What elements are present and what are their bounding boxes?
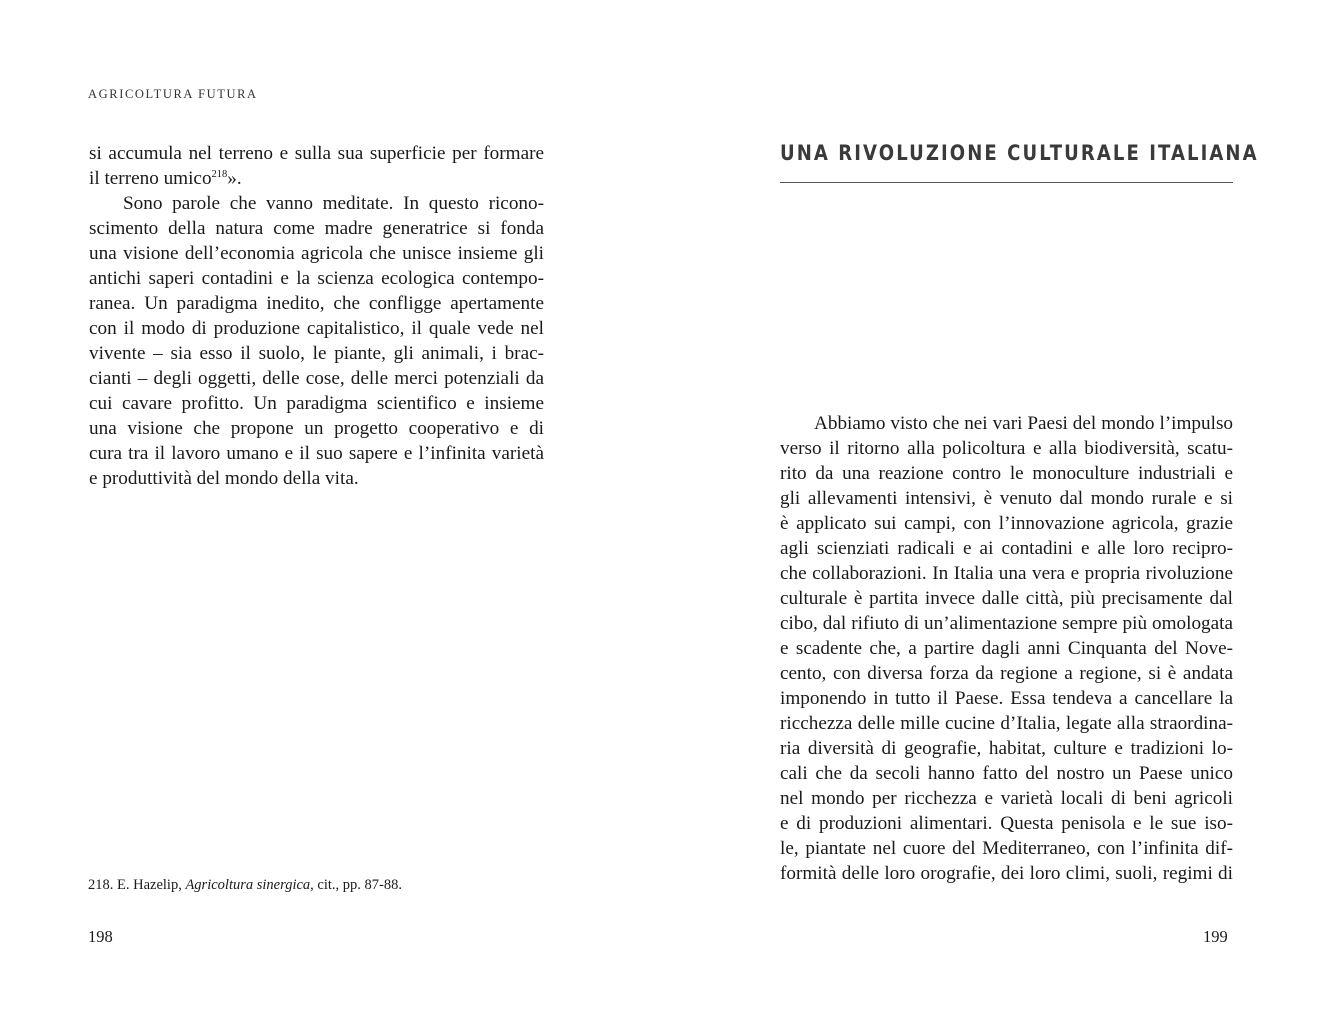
right-page <box>661 0 1323 1016</box>
text-line: cui cavare profitto. Un paradigma scientifico e insieme <box>89 393 544 414</box>
text-line: scimento della natura come madre generatrice si fonda <box>89 218 544 239</box>
text-line: è applicato sui campi, con l’innovazione agricola, grazie <box>780 513 1233 534</box>
right-body-text <box>780 411 1233 886</box>
footnote <box>88 877 402 894</box>
text-line: imponendo in tutto il Paese. Essa tendeva a cancellare la <box>780 688 1233 709</box>
left-page <box>0 0 661 1016</box>
footnote-prefix: 218. E. Hazelip, <box>88 877 186 893</box>
text-line <box>89 166 544 191</box>
page-number: 199 <box>1203 927 1228 946</box>
text-fragment: il terreno umico <box>89 168 212 189</box>
text-line: e produttività del mondo della vita. <box>89 468 359 489</box>
text-line: Abbiamo visto che nei vari Paesi del mondo l’impulso <box>814 413 1233 434</box>
text-line: verso il ritorno alla policoltura e alla biodiversità, scatu- <box>780 438 1233 459</box>
footnote-suffix: , cit., pp. 87-88. <box>310 877 402 893</box>
text-line: cibo, dal rifiuto di un’alimentazione sempre più omologata <box>780 613 1233 634</box>
left-body-text <box>89 141 544 491</box>
text-line: gli allevamenti intensivi, è venuto dal mondo rurale e si <box>780 488 1233 509</box>
text-line: e di produzioni alimentari. Questa penisola e le sue iso- <box>780 813 1233 834</box>
chapter-title-rule <box>780 182 1233 183</box>
text-line: cianti – degli oggetti, delle cose, delle merci potenziali da <box>89 368 544 389</box>
text-line: vivente – sia esso il suolo, le piante, gli animali, i brac- <box>89 343 544 364</box>
text-line: formità delle loro orografie, dei loro climi, suoli, regimi di <box>780 863 1233 884</box>
text-line: ricchezza delle mille cucine d’Italia, legate alla straordina- <box>780 713 1233 734</box>
text-line: cura tra il lavoro umano e il suo sapere e l’infinita varietà <box>89 443 544 464</box>
text-line: una visione dell’economia agricola che unisce insieme gli <box>89 243 544 264</box>
text-line: cento, con diversa forza da regione a regione, si è andata <box>780 663 1233 684</box>
running-head: AGRICOLTURA FUTURA <box>88 87 258 101</box>
text-line: Sono parole che vanno meditate. In questo ricono- <box>123 193 544 214</box>
text-line: antichi saperi contadini e la scienza ecologica contempo- <box>89 268 544 289</box>
text-line: ria diversità di geografie, habitat, culture e tradizioni lo- <box>780 738 1233 759</box>
text-line: agli scienziati radicali e ai contadini e alle loro recipro- <box>780 538 1233 559</box>
text-fragment: ». <box>227 168 242 189</box>
text-line: si accumula nel terreno e sulla sua superficie per formare <box>89 143 544 164</box>
chapter-title: UNA RIVOLUZIONE CULTURALE ITALIANA <box>780 141 1259 165</box>
text-line: una visione che propone un progetto cooperativo e di <box>89 418 544 439</box>
text-line: che collaborazioni. In Italia una vera e propria rivoluzione <box>780 563 1233 584</box>
text-line: culturale è partita invece dalle città, più precisamente dal <box>780 588 1233 609</box>
page-number: 198 <box>88 927 113 946</box>
text-line: con il modo di produzione capitalistico, il quale vede nel <box>89 318 544 339</box>
text-line: cali che da secoli hanno fatto del nostro un Paese unico <box>780 763 1233 784</box>
text-line: rito da una reazione contro le monoculture industriali e <box>780 463 1233 484</box>
text-line: e scadente che, a partire dagli anni Cinquanta del Nove- <box>780 638 1233 659</box>
text-line: nel mondo per ricchezza e varietà locali di beni agricoli <box>780 788 1233 809</box>
footnote-title: Agricoltura sinergica <box>185 877 311 893</box>
text-line: ranea. Un paradigma inedito, che confligge apertamente <box>89 293 544 314</box>
text-line: le, piantate nel cuore del Mediterraneo, con l’infinita dif- <box>780 838 1233 859</box>
footnote-marker[interactable]: 218 <box>211 169 228 180</box>
